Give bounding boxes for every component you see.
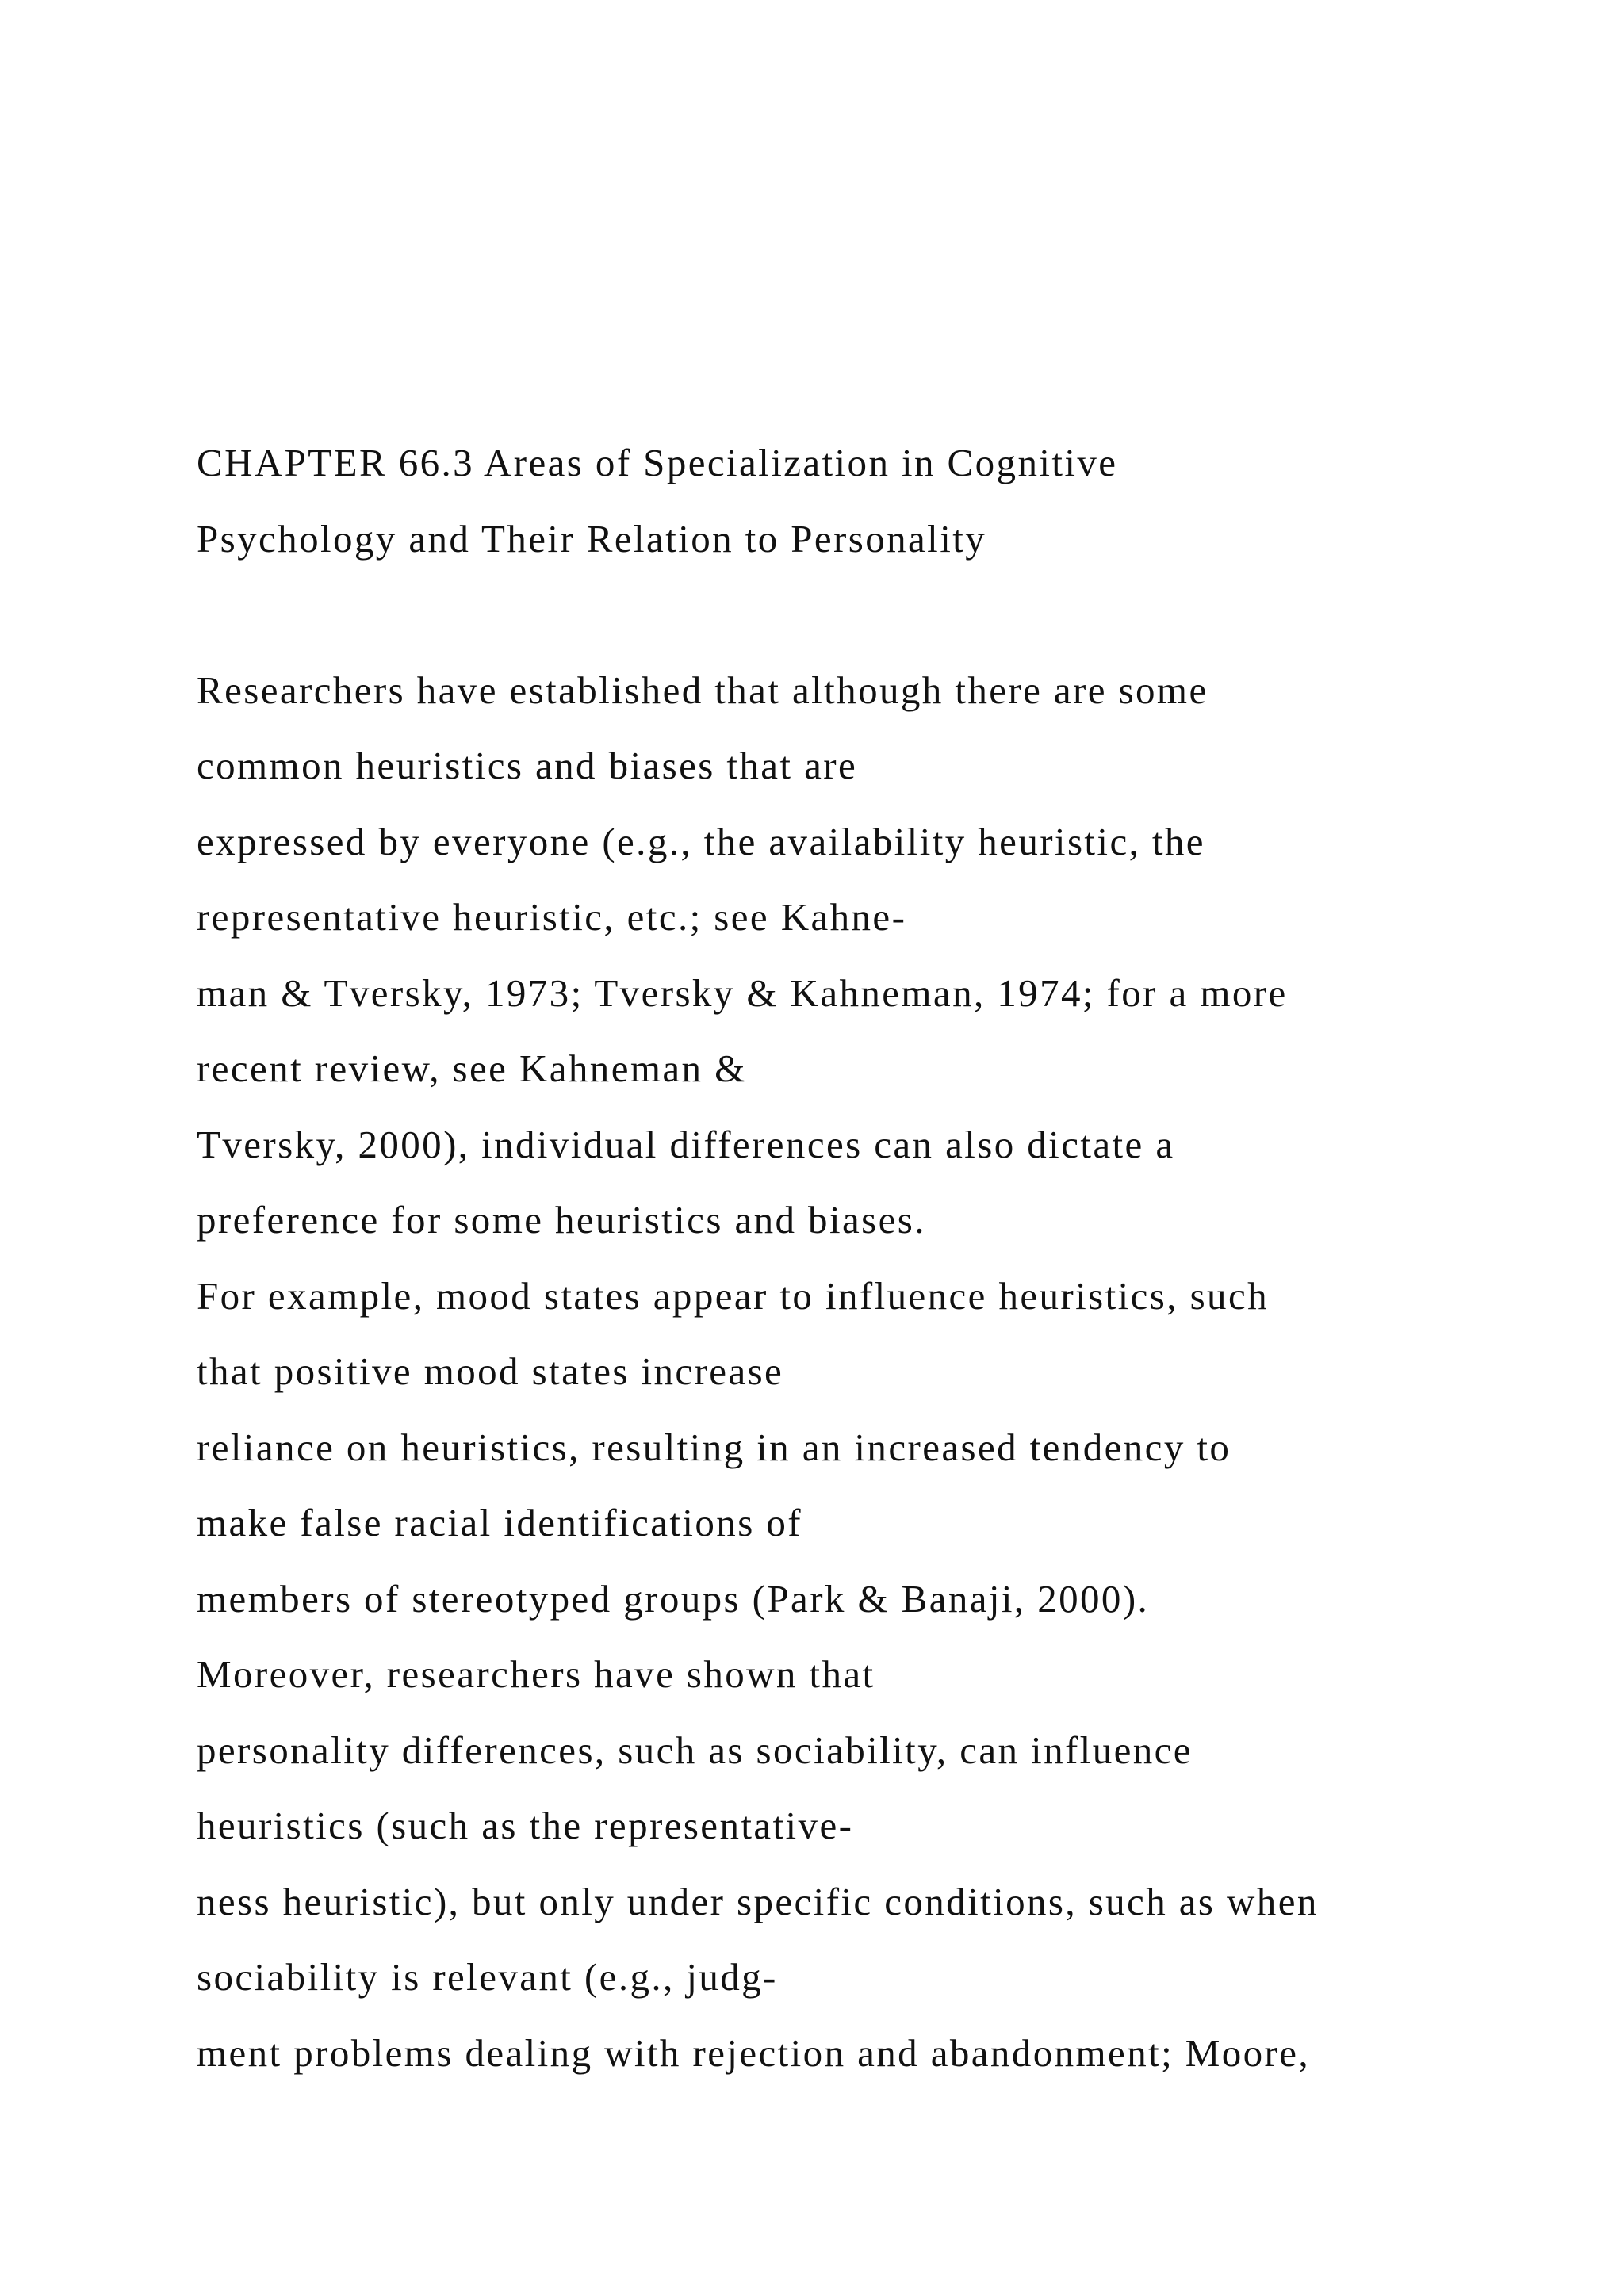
body-line: members of stereotyped groups (Park & Banaji, 2000). [197,1576,1150,1621]
body-line: reliance on heuristics, resulting in an increased tendency to [197,1425,1231,1469]
body-line: ness heuristic), but only under specific conditions, such as when [197,1879,1319,1923]
body-line: representative heuristic, etc.; see Kahne- [197,895,907,939]
body-line: sociability is relevant (e.g., judg- [197,1955,778,1999]
body-line: Researchers have established that although there are some [197,668,1208,712]
body-line: ment problems dealing with rejection and abandonment; Moore, [197,2030,1311,2075]
chapter-heading [197,425,1592,576]
body-line: man & Tversky, 1973; Tversky & Kahneman, 1974; for a more [197,970,1288,1015]
body-line: preference for some heuristics and biases. [197,1198,926,1242]
body-line: personality differences, such as sociability, can influence [197,1728,1193,1772]
body-line: For example, mood states appear to influence heuristics, such [197,1273,1269,1318]
heading-line: CHAPTER 66.3 Areas of Specialization in Cognitive [197,441,1118,484]
body-paragraph [197,652,1592,2091]
body-line: make false racial identifications of [197,1501,802,1544]
heading-line: Psychology and Their Relation to Personality [197,516,987,561]
body-line: expressed by everyone (e.g., the availability heuristic, the [197,819,1205,863]
body-line: Moreover, researchers have shown that [197,1652,875,1696]
body-line: heuristics (such as the representative- [197,1804,854,1847]
body-line: Tversky, 2000), individual differences can also dictate a [197,1122,1175,1166]
body-line: recent review, see Kahneman & [197,1047,747,1090]
body-line: that positive mood states increase [197,1349,784,1393]
body-line: common heuristics and biases that are [197,744,858,787]
document-content [197,425,1592,2091]
